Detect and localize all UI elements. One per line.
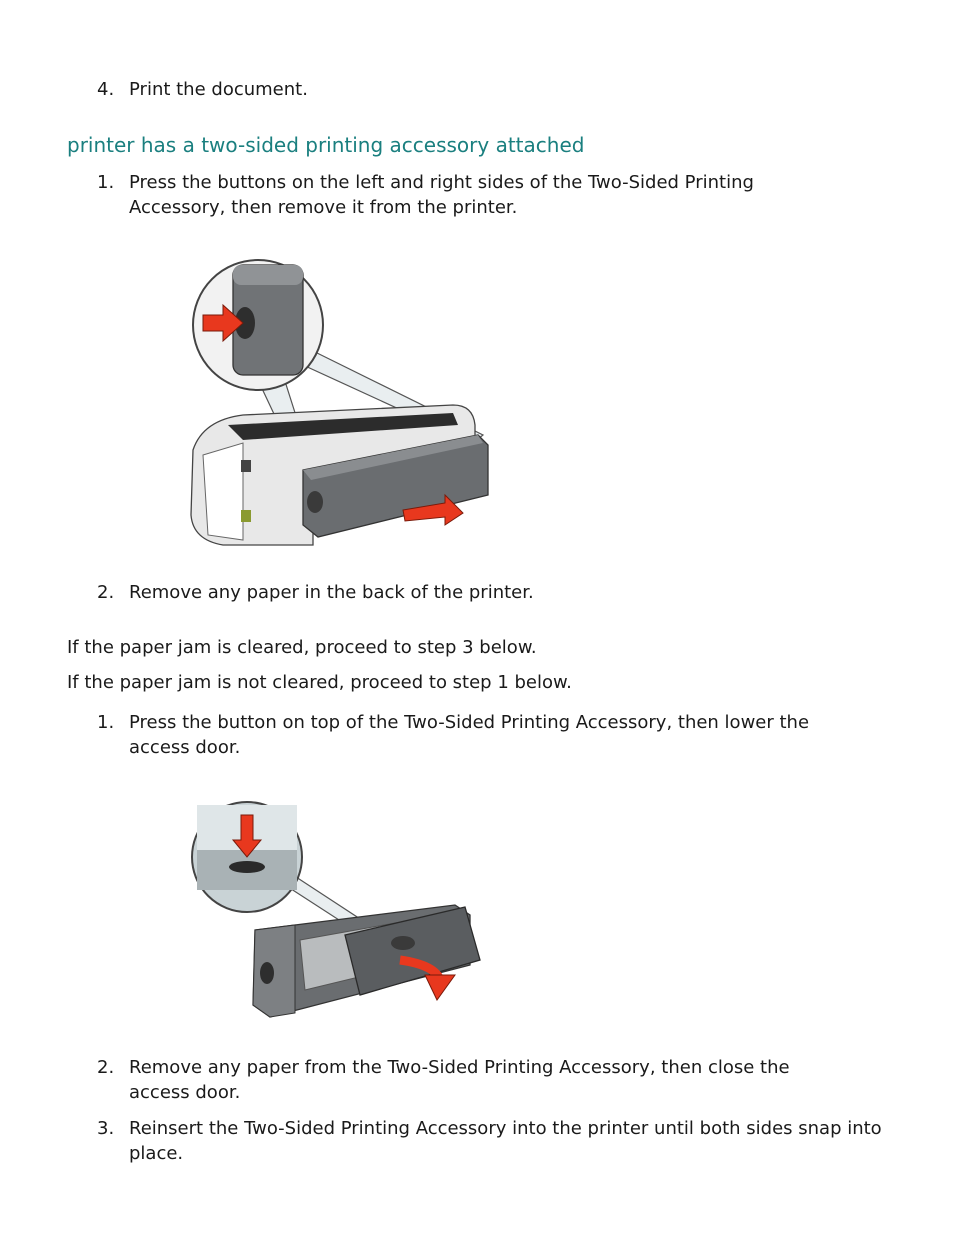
section-heading: printer has a two-sided printing accessory attached	[67, 133, 585, 157]
step-text: Reinsert the Two-Sided Printing Accessory into the printer until both sides snap into place.	[129, 1118, 882, 1164]
step-number: 2.	[97, 582, 115, 603]
step-text: Press the button on top of the Two-Sided Printing Accessory, then lower the access door.	[129, 712, 810, 758]
paragraph-jam-not-cleared: If the paper jam is not cleared, proceed to step 1 below.	[67, 672, 572, 693]
step-remove-paper-accessory	[97, 1055, 894, 1107]
step-text: Press the buttons on the left and right sides of the Two-Sided Printing Accessory, then remove it from the printer.	[129, 172, 754, 218]
step-reinsert-accessory	[97, 1116, 894, 1168]
step-text: Print the document.	[129, 79, 308, 100]
printer-illustration	[183, 255, 493, 550]
accessory-illustration	[185, 795, 490, 1025]
step-number: 3.	[97, 1118, 115, 1139]
step-number: 1.	[97, 172, 115, 193]
step-remove-accessory	[97, 170, 894, 222]
figure-remove-accessory	[183, 255, 493, 550]
step-number: 4.	[97, 79, 115, 100]
paragraph-jam-cleared: If the paper jam is cleared, proceed to step 3 below.	[67, 637, 537, 658]
figure-access-door	[185, 795, 490, 1025]
step-text: Remove any paper in the back of the printer.	[129, 582, 534, 603]
step-lower-access-door	[97, 710, 894, 762]
step-number: 1.	[97, 712, 115, 733]
step-number: 2.	[97, 1057, 115, 1078]
step-text: Remove any paper from the Two-Sided Printing Accessory, then close the access door.	[129, 1057, 790, 1103]
